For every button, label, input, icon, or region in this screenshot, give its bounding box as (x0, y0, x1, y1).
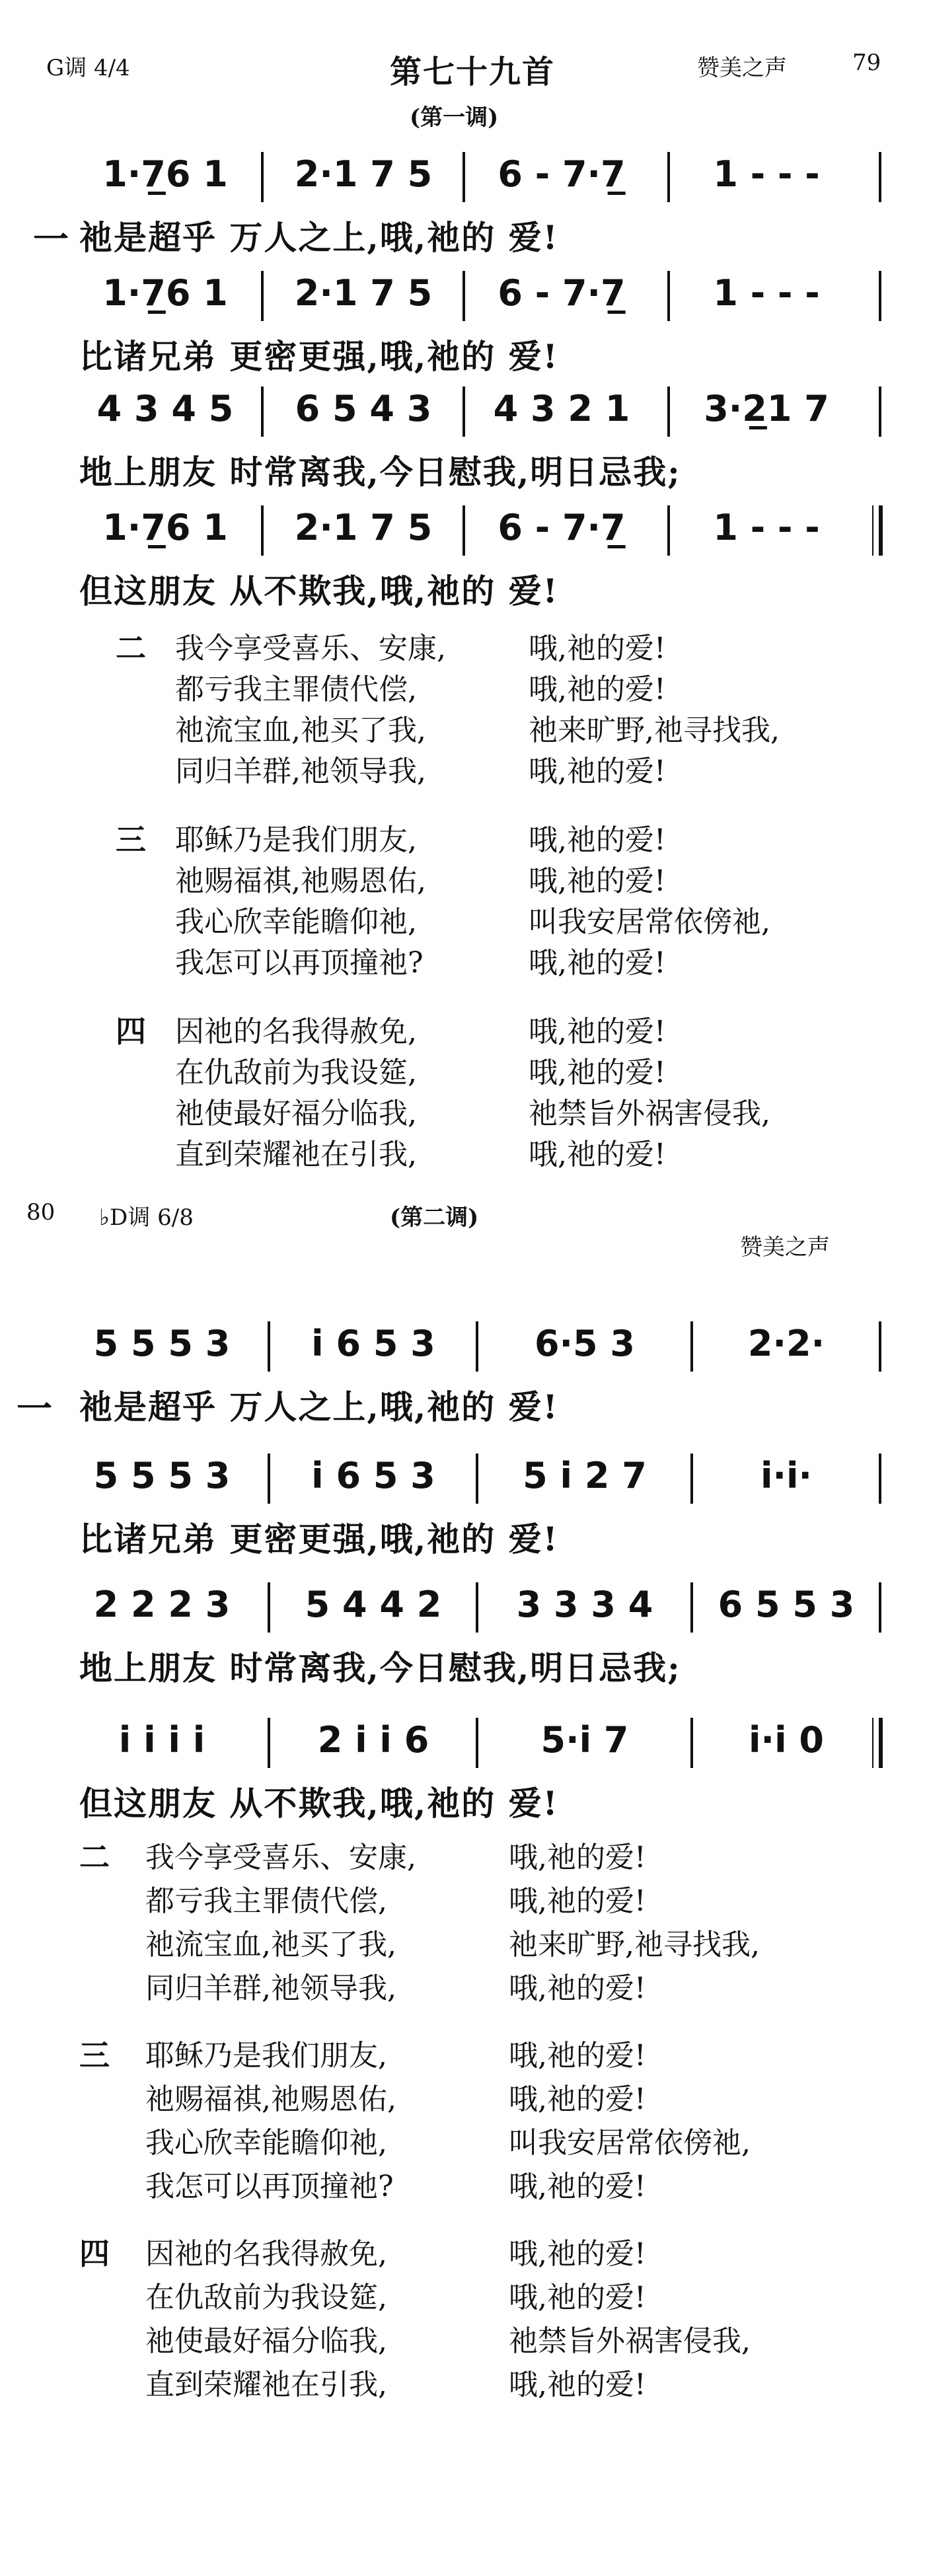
verse-text-left: 祂流宝血,祂买了我, (175, 714, 426, 747)
measure-notes: 5 5 5 3 (93, 1323, 231, 1364)
barline (690, 1582, 693, 1633)
verse-text-right: 哦,祂的爱! (509, 1841, 646, 1874)
verse-number: 四 (116, 1013, 146, 1049)
barline (476, 1718, 478, 1768)
verse-text-left: 我怎可以再顶撞祂? (175, 946, 424, 980)
verse-text-right: 哦,祂的爱! (529, 673, 666, 706)
score-row (0, 499, 925, 611)
barline (261, 271, 264, 321)
verse-text-right: 哦,祂的爱! (529, 823, 666, 857)
verse-text-right: 哦,祂的爱! (529, 754, 666, 788)
verse-text-right: 哦,祂的爱! (529, 946, 666, 980)
book-source: 赞美之声 (697, 55, 787, 81)
tune-subtitle: (第一调) (410, 104, 499, 131)
verse-text-left: 在仇敌前为我设筵, (145, 2281, 387, 2314)
verse-text-left: 祂使最好福分临我, (175, 1097, 417, 1130)
lyric-line: 比诸兄弟 更密更强,哦,祂的 爱! (79, 1520, 559, 1559)
measure-notes: 6 - 7·7̲ (498, 507, 626, 548)
measure-notes: 4 3 4 5 (96, 388, 234, 429)
verse-text-left: 都亏我主罪债代偿, (175, 673, 417, 706)
measure-notes: 6 5 5 3 (718, 1584, 855, 1625)
barline (879, 152, 881, 202)
verse-text-left: 我今享受喜乐、安康, (145, 1841, 416, 1874)
measure-notes: 2·2· (747, 1323, 825, 1364)
barline (476, 1454, 478, 1504)
verse-text-left: 耶稣乃是我们朋友, (145, 2039, 387, 2073)
verse-text-right: 哦,祂的爱! (529, 1138, 666, 1171)
measure-notes: 3·2̲1 7 (704, 388, 829, 429)
score-row (0, 380, 925, 492)
measure-notes: 2 i i 6 (317, 1719, 429, 1761)
barline (462, 505, 465, 556)
verse-text-right: 哦,祂的爱! (509, 1971, 646, 2005)
verse-number: 三 (116, 822, 146, 858)
verse-text-right: 哦,祂的爱! (509, 2082, 646, 2116)
barline (879, 386, 881, 437)
lyric-line: 地上朋友 时常离我,今日慰我,明日忌我; (79, 453, 681, 492)
verse-text-right: 祂来旷野,祂寻找我, (529, 714, 780, 747)
verse-text-right: 祂禁旨外祸害侵我, (529, 1097, 770, 1130)
lyric-line: 但这朋友 从不欺我,哦,祂的 爱! (79, 1784, 559, 1823)
verse-text-left: 耶稣乃是我们朋友, (175, 823, 417, 857)
score-row (0, 1447, 925, 1559)
measure-notes: 2·1 7 5 (294, 272, 433, 314)
verse-text-left: 我怎可以再顶撞祂? (145, 2170, 394, 2203)
measure-notes: 2·1 7 5 (294, 507, 433, 548)
verse-text-left: 我心欣幸能瞻仰祂, (145, 2126, 387, 2160)
verse-text-left: 祂使最好福分临我, (145, 2324, 387, 2358)
barline (690, 1321, 693, 1372)
measure-notes: i 6 5 3 (311, 1455, 435, 1496)
measure-notes: 1·7̲6 1 (102, 507, 228, 548)
verse-text-right: 哦,祂的爱! (529, 1015, 666, 1049)
page-number-2: 80 (26, 1199, 56, 1226)
verse-text-left: 都亏我主罪债代偿, (145, 1884, 387, 1918)
measure-notes: 5 4 4 2 (305, 1584, 442, 1625)
verse-text-left: 我心欣幸能瞻仰祂, (175, 905, 417, 939)
verse-text-left: 祂赐福祺,祂赐恩佑, (175, 864, 426, 898)
verse-text-right: 哦,祂的爱! (509, 2281, 646, 2314)
verse-one-label: 一 (17, 1387, 52, 1430)
measure-notes: i·i· (760, 1455, 813, 1496)
verse-text-right: 哦,祂的爱! (509, 2237, 646, 2271)
measure-notes: 6 - 7·7̲ (498, 272, 626, 314)
verse-number: 二 (79, 1839, 110, 1875)
measure-notes: 5 5 5 3 (93, 1455, 231, 1496)
score-row (0, 1576, 925, 1688)
verse-text-right: 哦,祂的爱! (529, 1056, 666, 1089)
score-row (0, 145, 925, 258)
barline (667, 152, 670, 202)
measure-notes: 1·7̲6 1 (102, 153, 228, 195)
score-row (0, 264, 925, 377)
key-signature: G调 4/4 (46, 55, 130, 81)
barline (268, 1718, 270, 1768)
barline (879, 1718, 883, 1768)
lyric-line: 祂是超乎 万人之上,哦,祂的 爱! (79, 1387, 559, 1426)
verse-text-left: 直到荣耀祂在引我, (175, 1138, 417, 1171)
measure-notes: 2 2 2 3 (93, 1584, 231, 1625)
verse-text-left: 祂流宝血,祂买了我, (145, 1928, 396, 1962)
measure-notes: 6·5 3 (534, 1323, 636, 1364)
barline (667, 505, 670, 556)
hymn-title: 第七十九首 (390, 54, 556, 91)
tune-subtitle-2: (第二调) (390, 1204, 479, 1231)
measure-notes: 5·i 7 (540, 1719, 629, 1761)
verse-text-right: 哦,祂的爱! (509, 2170, 646, 2203)
barline (879, 1321, 881, 1372)
barline (476, 1321, 478, 1372)
barline (268, 1582, 270, 1633)
verse-text-right: 哦,祂的爱! (529, 632, 666, 665)
barline (476, 1582, 478, 1633)
page-number: 79 (852, 50, 881, 76)
measure-notes: 6 - 7·7̲ (498, 153, 626, 195)
verse-text-right: 叫我安居常依傍祂, (509, 2126, 751, 2160)
verse-text-left: 同归羊群,祂领导我, (145, 1971, 396, 2005)
barline (462, 152, 465, 202)
barline (667, 386, 670, 437)
verse-text-right: 祂来旷野,祂寻找我, (509, 1928, 760, 1962)
measure-notes: 3 3 3 4 (516, 1584, 653, 1625)
verse-text-right: 祂禁旨外祸害侵我, (509, 2324, 751, 2358)
measure-notes: 1 - - - (713, 153, 820, 195)
barline (667, 271, 670, 321)
verse-text-left: 因祂的名我得赦免, (145, 2237, 387, 2271)
barline (879, 271, 881, 321)
barline (268, 1321, 270, 1372)
measure-notes: 6 5 4 3 (295, 388, 432, 429)
measure-notes: i·i 0 (749, 1719, 824, 1761)
measure-notes: 1 - - - (713, 272, 820, 314)
verse-text-right: 哦,祂的爱! (509, 1884, 646, 1918)
verse-text-right: 哦,祂的爱! (509, 2039, 646, 2073)
measure-notes: i 6 5 3 (311, 1323, 435, 1364)
barline (261, 505, 264, 556)
barline (879, 505, 883, 556)
score-row (0, 1315, 925, 1427)
measure-notes: i i i i (118, 1719, 205, 1761)
verse-text-right: 叫我安居常依傍祂, (529, 905, 770, 939)
lyric-line: 祂是超乎 万人之上,哦,祂的 爱! (79, 218, 559, 257)
verse-number: 三 (79, 2038, 110, 2073)
verse-text-right: 哦,祂的爱! (509, 2368, 646, 2402)
barline (879, 1454, 881, 1504)
measure-notes: 2·1 7 5 (294, 153, 433, 195)
key-signature-2: ♭D调 6/8 (99, 1204, 194, 1231)
score-row (0, 1711, 925, 1823)
barline (690, 1718, 693, 1768)
barline (879, 1582, 881, 1633)
verse-text-left: 同归羊群,祂领导我, (175, 754, 426, 788)
measure-notes: 4 3 2 1 (493, 388, 630, 429)
verse-text-left: 在仇敌前为我设筵, (175, 1056, 417, 1089)
barline (268, 1454, 270, 1504)
barline (261, 152, 264, 202)
lyric-line: 比诸兄弟 更密更强,哦,祂的 爱! (79, 337, 559, 376)
verse-text-left: 祂赐福祺,祂赐恩佑, (145, 2082, 396, 2116)
book-source-2: 赞美之声 (740, 1234, 830, 1261)
barline (690, 1454, 693, 1504)
barline (462, 386, 465, 437)
verse-one-label: 一 (33, 218, 69, 260)
verse-text-left: 我今享受喜乐、安康, (175, 632, 446, 665)
verse-text-right: 哦,祂的爱! (529, 864, 666, 898)
verse-text-left: 直到荣耀祂在引我, (145, 2368, 387, 2402)
barline (462, 271, 465, 321)
measure-notes: 1 - - - (713, 507, 820, 548)
verse-number: 二 (116, 630, 146, 666)
measure-notes: 1·7̲6 1 (102, 272, 228, 314)
measure-notes: 5 i 2 7 (523, 1455, 647, 1496)
lyric-line: 地上朋友 时常离我,今日慰我,明日忌我; (79, 1648, 681, 1687)
lyric-line: 但这朋友 从不欺我,哦,祂的 爱! (79, 571, 559, 610)
verse-number: 四 (79, 2236, 110, 2271)
barline (261, 386, 264, 437)
verse-text-left: 因祂的名我得赦免, (175, 1015, 417, 1049)
